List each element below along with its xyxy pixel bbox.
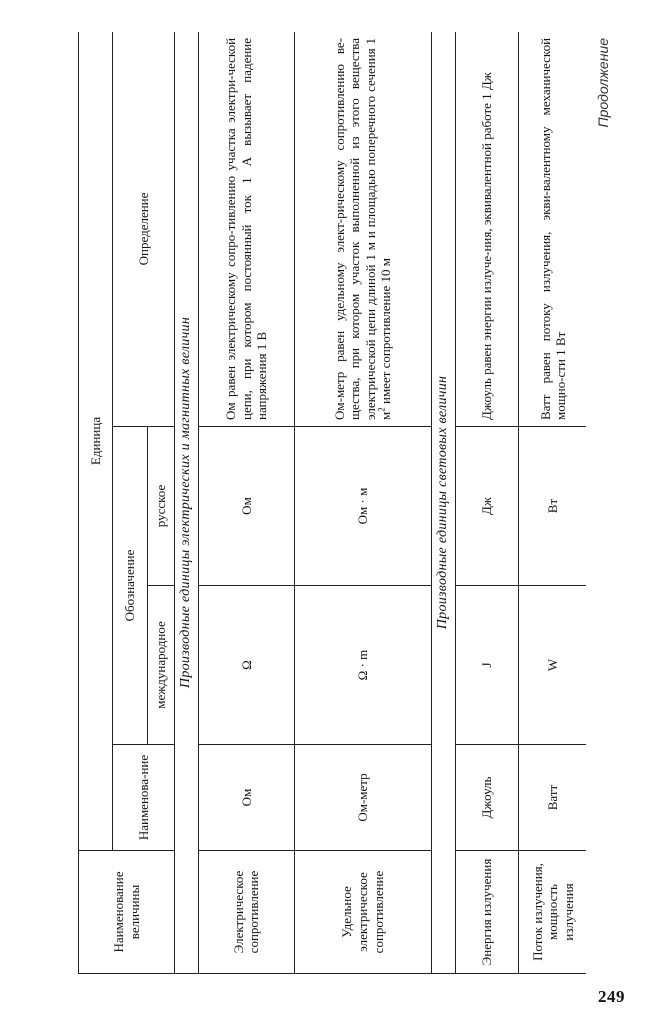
- header-international: международное: [148, 586, 175, 745]
- header-row-2: [113, 32, 148, 974]
- section-title-light: Производные единицы световых величин: [431, 32, 455, 974]
- page-number: 249: [598, 987, 625, 1006]
- definition-cell: [294, 32, 431, 427]
- rotated-table-content: [78, 32, 586, 974]
- unit-name-cell: Джоуль: [455, 745, 518, 851]
- rus-symbol-cell: Вт: [518, 427, 586, 586]
- header-russian: русское: [148, 427, 175, 586]
- unit-name-cell: Ом-метр: [294, 745, 431, 851]
- definition-cell: Ватт равен потоку излучения, экви-валентному механической мощно-сти 1 Вт: [518, 32, 586, 427]
- units-table: [78, 32, 586, 974]
- section-row: [431, 32, 455, 974]
- header-unit-name: Наименова-ние: [113, 745, 175, 851]
- rus-symbol-cell: Ом: [198, 427, 294, 586]
- definition-cell: Джоуль равен энергии излуче-ния, эквивалентной работе 1 Дж: [455, 32, 518, 427]
- rus-symbol-cell: Ом · м: [294, 427, 431, 586]
- unit-name-cell: Ом: [198, 745, 294, 851]
- table-row: [518, 32, 586, 974]
- quantity-cell: Поток излучения, мощность излучения: [518, 851, 586, 974]
- table-row: [455, 32, 518, 974]
- rotated-table-frame: [78, 32, 586, 974]
- intl-symbol-cell: Ω: [198, 586, 294, 745]
- header-designation: Обозначение: [113, 427, 148, 745]
- quantity-cell: Электрическое сопротивление: [198, 851, 294, 974]
- continuation-label: Продолжение: [595, 38, 611, 128]
- table-row: [294, 32, 431, 974]
- quantity-cell: Энергия излучения: [455, 851, 518, 974]
- header-row-1: [79, 32, 113, 974]
- definition-text: Ом-метр равен удельному элект-рическому сопротивлению ве-щества, при котором участок выполненной из этого вещества электрической цепи длиной 1 м и площадью поперечного сечения 1 м: [331, 37, 394, 420]
- header-definition: Определение: [113, 32, 175, 427]
- definition-cell: Ом равен электрическому сопро-тивлению участка электри-ческой цепи, при котором постоянный ток 1 А вызывает падение напряжения 1 В: [198, 32, 294, 427]
- table-row: [198, 32, 294, 974]
- section-row: [175, 32, 199, 974]
- definition-text-tail: имеет сопротивление 10 м: [378, 258, 394, 408]
- quantity-cell: Удельное электрическое сопротивление: [294, 851, 431, 974]
- section-title-electric: Производные единицы электрических и магнитных величин: [175, 32, 199, 974]
- intl-symbol-cell: Ω · m: [294, 586, 431, 745]
- unit-name-cell: Ватт: [518, 745, 586, 851]
- rus-symbol-cell: Дж: [455, 427, 518, 586]
- intl-symbol-cell: J: [455, 586, 518, 745]
- intl-symbol-cell: W: [518, 586, 586, 745]
- header-unit: Единица: [79, 32, 113, 851]
- header-quantity-name: Наименование величины: [79, 851, 175, 974]
- superscript-two: 2: [377, 407, 388, 412]
